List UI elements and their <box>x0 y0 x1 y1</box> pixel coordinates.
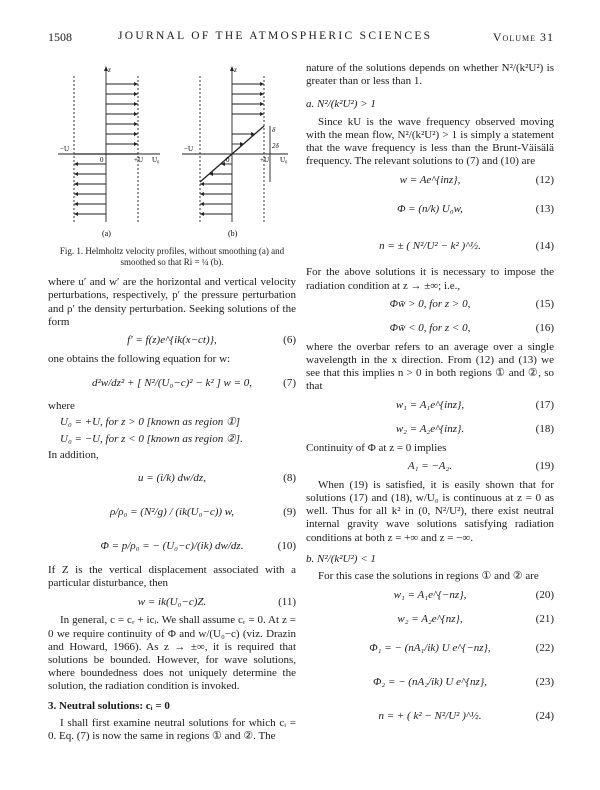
paragraph: Continuity of Φ at z = 0 implies <box>306 441 447 454</box>
equation-22: Φ₁ = − (nA₁/ik) U e^{−nz}, (22) <box>369 641 554 654</box>
plus-u-label: +U <box>134 156 144 164</box>
paragraph: If Z is the vertical displacement associated with a particular disturbance, then <box>48 564 296 590</box>
paragraph: where the overbar refers to an average over a single wavelength in the x direction. From (12) and (13) we see that this implies n > 0 in both regions ① and ②, so that <box>306 340 554 393</box>
plus-u-label-b: +U <box>260 156 270 164</box>
equation-9: ρ/ρ₀ = (N²/g) / (ik(U₀−c)) w, (9) <box>109 506 296 519</box>
subsection-heading: b. N²/(k²U²) < 1 <box>306 552 376 565</box>
left-column <box>48 62 296 743</box>
axis-z-label-b: z <box>234 66 237 74</box>
equation-19: A₁ = −A₂. (19) <box>407 460 554 473</box>
paragraph: In general, c = cᵣ + icᵢ. We shall assume cᵣ = 0. At z = 0 we require continuity of Φ and w/(U₀−c) (viz. Drazin and Howard, 1966). As z → ±∞, it is required that solutions be bounded. However, for wave solutions, where boundedness does not uniquely determine the solution, the radiation condition is invoked. <box>48 614 296 693</box>
section-heading: 3. Neutral solutions: cᵢ = 0 <box>48 699 170 712</box>
minus-u-label: −U <box>60 145 70 153</box>
equation-15: Φw̄ > 0, for z > 0, (15) <box>389 298 554 311</box>
region-1-definition: U₀ = +U, for z > 0 [known as region ①] <box>60 416 241 429</box>
paragraph: one obtains the following equation for w: <box>48 353 231 366</box>
panel-b-label: (b) <box>228 229 238 238</box>
axis-z-label: z <box>108 66 111 74</box>
paragraph: where <box>48 400 75 413</box>
equation-7: d²w/dz² + [ N²/(U₀−c)² − k² ] w = 0, (7) <box>91 376 296 389</box>
delta-label: δ <box>272 126 276 134</box>
equation-16: Φw̄ < 0, for z < 0, (16) <box>389 322 554 335</box>
minus-u-label-b: −U <box>184 145 194 153</box>
equation-18: w₂ = A₂e^{inz}. (18) <box>395 423 554 436</box>
subsection-heading: a. N²/(k²U²) > 1 <box>306 98 376 111</box>
paragraph: When (19) is satisfied, it is easily shown that for solutions (17) and (18), w/U₀ is continuous at z = 0 as well. Thus for all k² in (0, N²/U²), there exist neutral internal gravity wave solutions satisfying radiation conditions at both z = +∞ and z = −∞. <box>306 478 554 544</box>
paragraph: I shall first examine neutral solutions for which cᵢ = 0. Eq. (7) is now the same in regions ① and ②. The <box>48 716 296 743</box>
paragraph: For the above solutions it is necessary to impose the radiation condition at z → ±∞; i.e., <box>306 266 554 292</box>
paragraph: nature of the solutions depends on whether N²/(k²U²) is greater than or less than 1. <box>306 62 554 88</box>
equation-20: w₁ = A₁e^{−nz}, (20) <box>393 588 554 601</box>
running-header <box>48 30 554 46</box>
two-delta-label: 2δ <box>272 142 279 150</box>
origin-label: 0 <box>100 156 104 164</box>
panel-a <box>58 68 160 222</box>
paragraph: For this case the solutions in regions ① and ② are <box>318 570 539 583</box>
journal-title: JOURNAL OF THE ATMOSPHERIC SCIENCES <box>118 30 433 42</box>
equation-21: w₂ = A₂e^{nz}, (21) <box>397 612 554 625</box>
axis-u0-label: U₀ <box>152 156 160 164</box>
paragraph: Since kU is the wave frequency observed moving with the mean flow, N²/(k²U²) > 1 is simply a statement that the wave frequency is less than the Brunt-Väisälä frequency. The relevant solutions to (7) and (10) are <box>306 115 554 168</box>
panel-a-label: (a) <box>102 229 111 238</box>
equation-14: n = ± ( N²/U² − k² )^½. (14) <box>379 239 554 252</box>
figure-caption: Fig. 1. Helmholtz velocity profiles, without smoothing (a) and smoothed so that Ri = ¼ (b). <box>59 246 285 268</box>
region-2-definition: U₀ = −U, for z < 0 [known as region ②]. <box>60 432 243 445</box>
equation-8: u = (i/k) dw/dz, (8) <box>138 472 296 485</box>
figure-1-profiles <box>48 62 296 240</box>
axis-u0-label-b: U₀ <box>280 156 288 164</box>
volume-label: Volume 31 <box>492 30 554 44</box>
equation-17: w₁ = A₁e^{inz}, (17) <box>395 399 554 412</box>
equation-24: n = + ( k² − N²/U² )^½. (24) <box>378 709 554 722</box>
equation-10: Φ = p/ρ₀ = − (U₀−c)/(ik) dw/dz. (10) <box>100 540 296 553</box>
origin-label-b: 0 <box>226 156 230 164</box>
equation-13: Φ = (n/k) U₀w, (13) <box>397 202 554 215</box>
equation-23: Φ₂ = − (nA₂/ik) U e^{nz}, (23) <box>373 675 554 688</box>
equation-12: w = Ae^{inz}, (12) <box>399 173 554 186</box>
equation-11: w = ik(U₀−c)Z. (11) <box>137 595 296 608</box>
right-column <box>306 62 554 733</box>
equation-6: f′ = f(z)e^{ik(x−ct)}, (6) <box>127 334 296 347</box>
page-number: 1508 <box>48 30 72 44</box>
paragraph: where u′ and w′ are the horizontal and vertical velocity perturbations, respectively, p′ the pressure perturbation and ρ′ the density perturbation. Seeking solutions of the form <box>48 276 296 328</box>
paragraph: In addition, <box>48 448 99 461</box>
